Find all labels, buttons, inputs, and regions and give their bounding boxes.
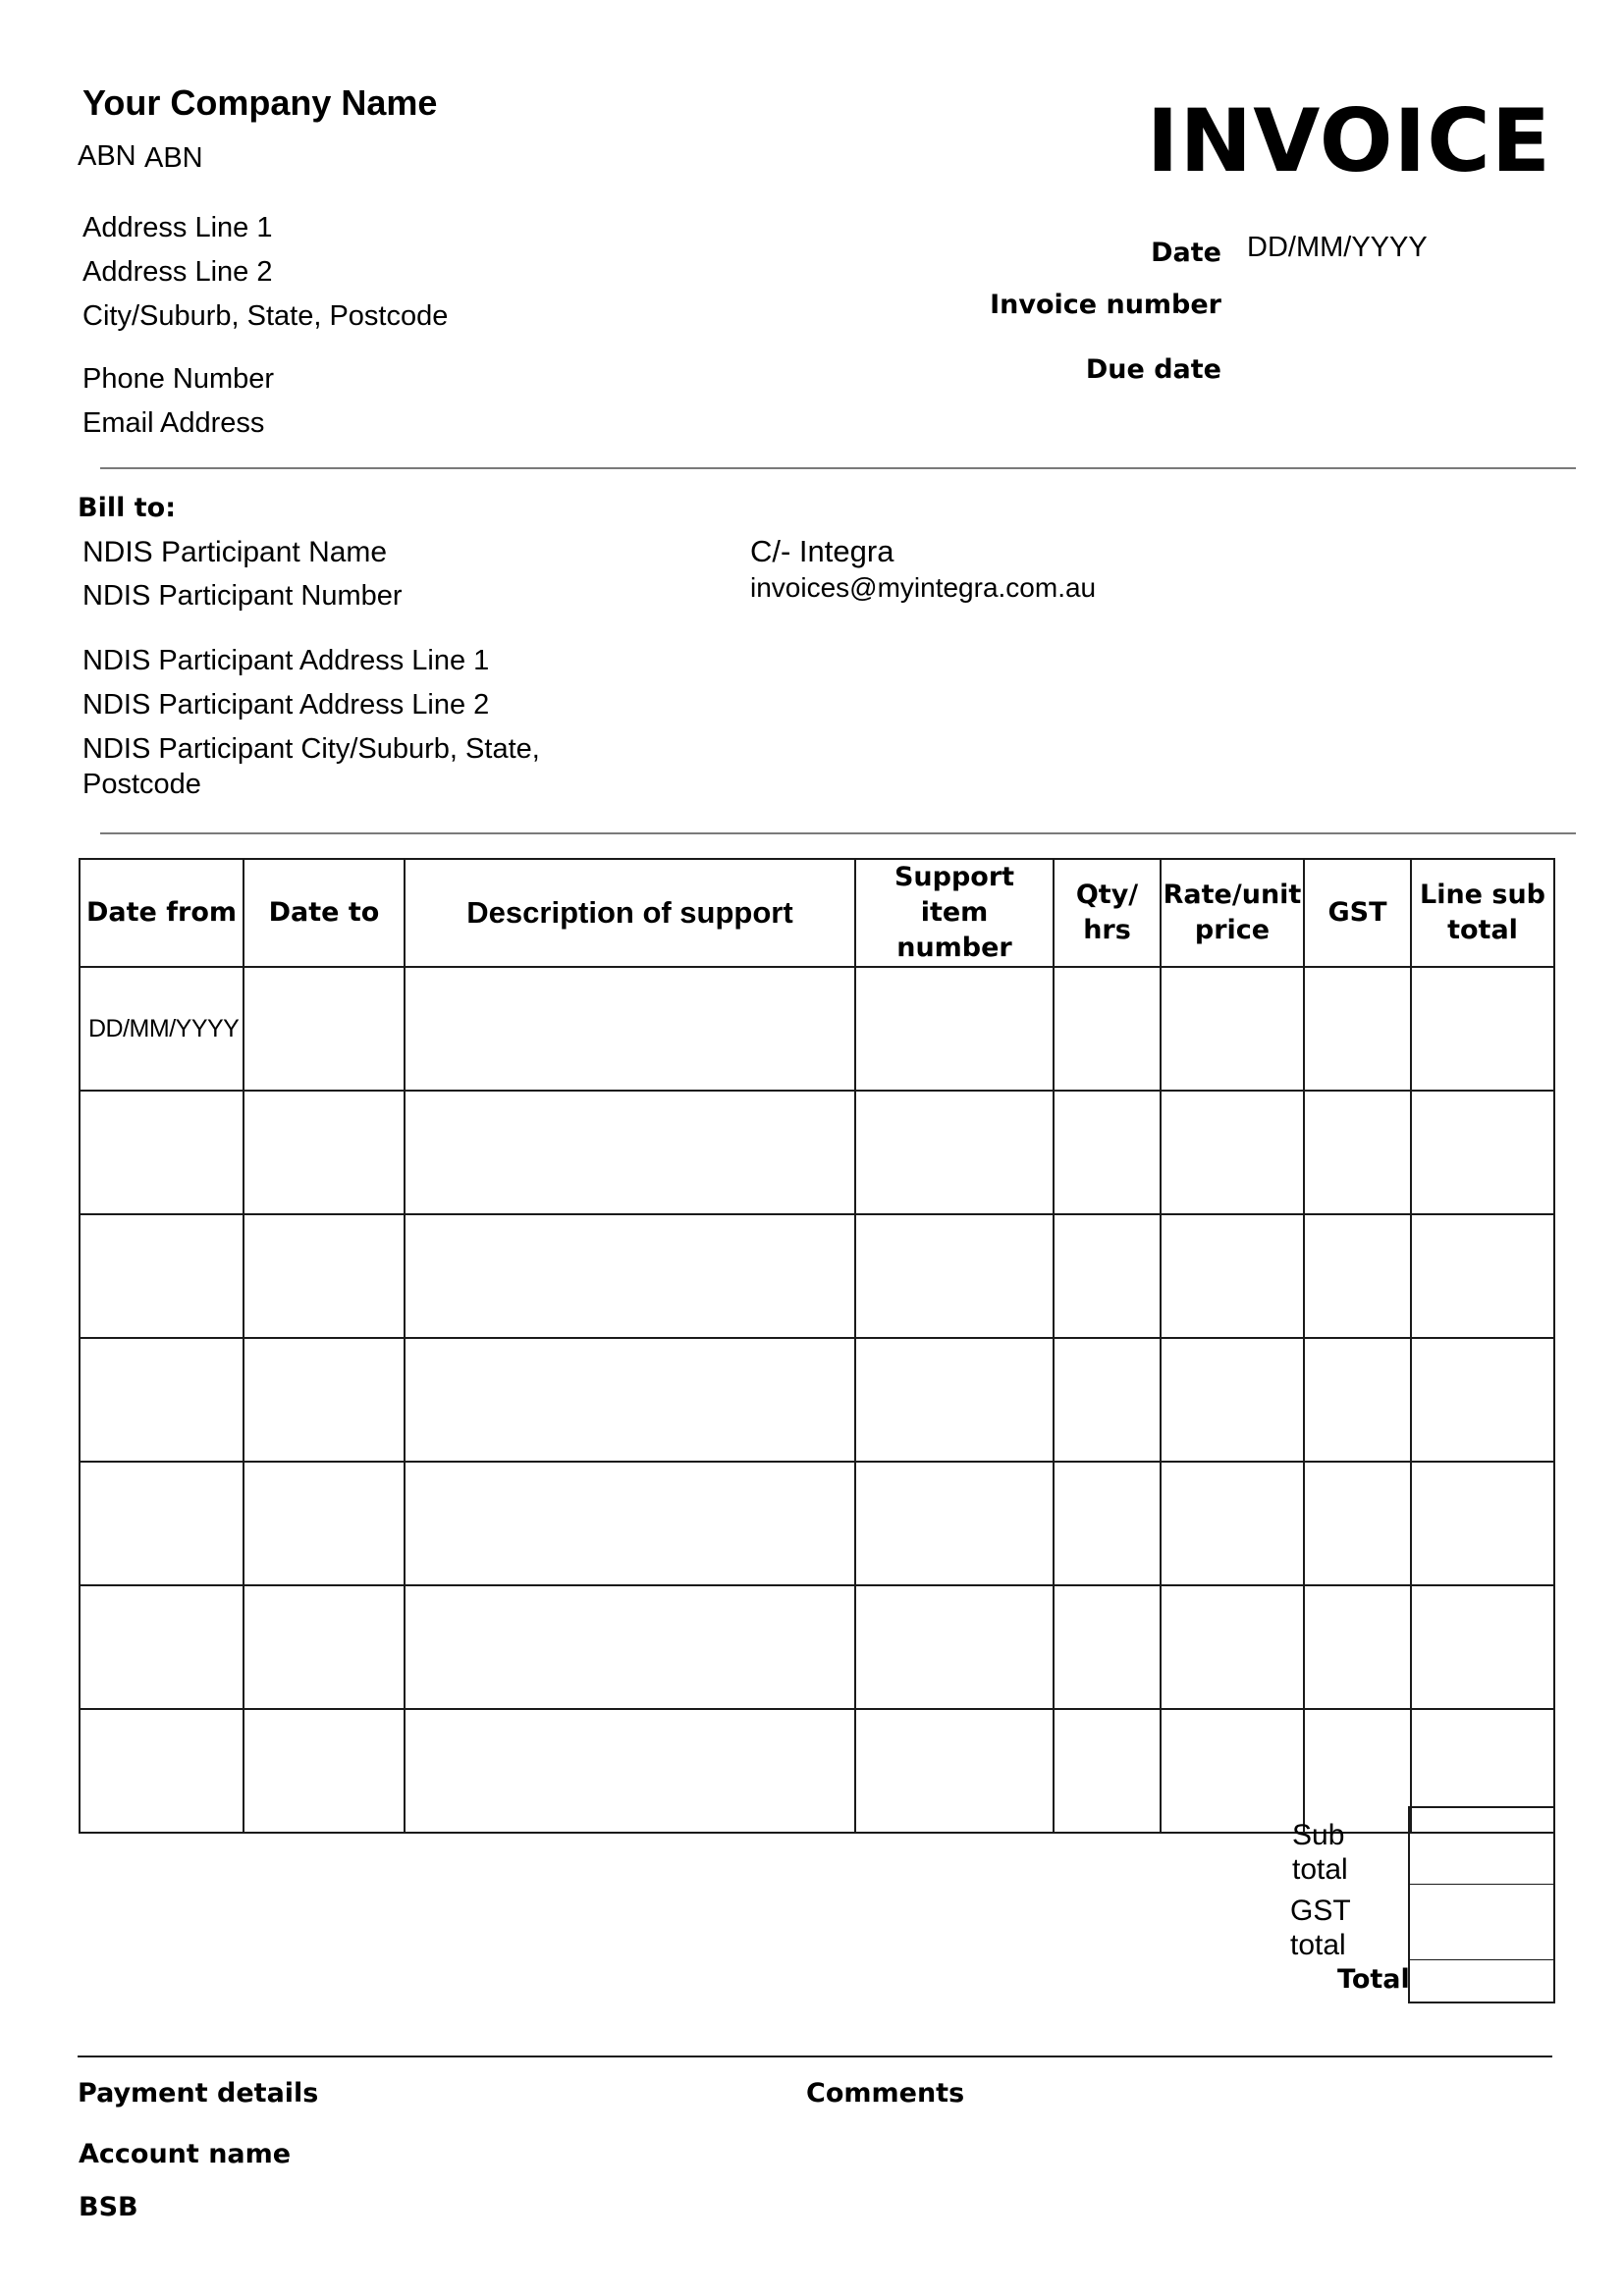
cell-date-from[interactable] (80, 1214, 244, 1338)
comments-label: Comments (806, 2078, 965, 2109)
header-divider (100, 467, 1576, 469)
account-name-label: Account name (79, 2139, 292, 2169)
total-value[interactable] (1410, 1959, 1553, 2002)
sub-total-label-line-1: Sub (1292, 1819, 1345, 1851)
cell-description[interactable] (405, 1214, 855, 1338)
table-row (80, 1338, 1554, 1462)
cell-date-to[interactable] (244, 1709, 405, 1833)
cell-line-sub-total[interactable] (1411, 967, 1554, 1091)
cell-date-to[interactable] (244, 1585, 405, 1709)
cell-qty[interactable] (1054, 1338, 1161, 1462)
cell-qty[interactable] (1054, 1585, 1161, 1709)
header-support-item-line-2: number (896, 933, 1012, 963)
cell-date-to[interactable] (244, 1338, 405, 1462)
table-row (80, 1462, 1554, 1585)
cell-support-item[interactable] (855, 1709, 1054, 1833)
invoice-number-label: Invoice number (990, 290, 1221, 320)
cell-date-from[interactable] (80, 1585, 244, 1709)
cell-date-to[interactable] (244, 1214, 405, 1338)
company-city-line: City/Suburb, State, Postcode (82, 300, 449, 332)
header-date-to: Date to (244, 859, 405, 967)
cell-line-sub-total[interactable] (1411, 1462, 1554, 1585)
gst-total-value[interactable] (1410, 1884, 1553, 1959)
payment-details-label: Payment details (78, 2078, 319, 2109)
cell-date-from[interactable] (80, 1091, 244, 1214)
header-line-sub-total (1411, 859, 1554, 967)
company-address-line-2: Address Line 2 (82, 256, 273, 288)
care-of: C/- Integra (750, 534, 894, 568)
date-label: Date (1151, 238, 1221, 268)
cell-description[interactable] (405, 1709, 855, 1833)
cell-support-item[interactable] (855, 1338, 1054, 1462)
company-phone: Phone Number (82, 363, 275, 395)
cell-rate[interactable] (1161, 1709, 1304, 1833)
cell-date-to[interactable] (244, 967, 405, 1091)
table-row (80, 1091, 1554, 1214)
cell-date-from[interactable]: DD/MM/YYYY (80, 967, 244, 1091)
date-value[interactable]: DD/MM/YYYY (1247, 232, 1428, 263)
header-rate-line-1: Rate/unit (1163, 880, 1302, 910)
sub-total-value[interactable] (1410, 1808, 1553, 1884)
header-description: Description of support (405, 859, 855, 967)
participant-address-line-2: NDIS Participant Address Line 2 (82, 689, 490, 721)
cell-date-to[interactable] (244, 1462, 405, 1585)
cell-gst[interactable] (1304, 967, 1411, 1091)
cell-gst[interactable] (1304, 1709, 1411, 1833)
bsb-label: BSB (79, 2192, 138, 2222)
header-line-sub-line-1: Line sub (1419, 880, 1545, 910)
cell-line-sub-total[interactable] (1411, 1214, 1554, 1338)
cell-date-from[interactable] (80, 1338, 244, 1462)
cell-support-item[interactable] (855, 967, 1054, 1091)
company-email: Email Address (82, 407, 265, 439)
participant-city-line-2: Postcode (82, 769, 201, 800)
cell-support-item[interactable] (855, 1091, 1054, 1214)
header-gst: GST (1304, 859, 1411, 967)
total-label: Total (1337, 1964, 1410, 1995)
header-qty-line-2: hrs (1083, 915, 1131, 945)
cell-description[interactable] (405, 1091, 855, 1214)
cell-description[interactable] (405, 1338, 855, 1462)
gst-total-label-line-2: total (1290, 1929, 1346, 1961)
footer-divider (78, 2056, 1552, 2057)
gst-total-label (1290, 1894, 1351, 1962)
sub-total-label-line-2: total (1292, 1853, 1348, 1886)
due-date-label: Due date (1085, 354, 1221, 385)
abn-value: ABN (144, 142, 203, 174)
cell-gst[interactable] (1304, 1091, 1411, 1214)
cell-rate[interactable] (1161, 1585, 1304, 1709)
company-address-line-1: Address Line 1 (82, 212, 273, 243)
abn-label: ABN (78, 140, 136, 172)
sub-total-label (1292, 1818, 1348, 1887)
cell-qty[interactable] (1054, 1709, 1161, 1833)
table-header-row (80, 859, 1554, 967)
cell-description[interactable] (405, 1462, 855, 1585)
table-row (80, 1214, 1554, 1338)
table-row (80, 967, 1554, 1091)
cell-line-sub-total[interactable] (1411, 1338, 1554, 1462)
bill-to-divider (100, 832, 1576, 834)
invoice-title: INVOICE (1146, 90, 1551, 191)
header-qty-line-1: Qty/ (1075, 880, 1139, 910)
participant-address-line-1: NDIS Participant Address Line 1 (82, 645, 490, 676)
cell-qty[interactable] (1054, 1214, 1161, 1338)
cell-rate[interactable] (1161, 1214, 1304, 1338)
header-date-from: Date from (80, 859, 244, 967)
cell-description[interactable] (405, 967, 855, 1091)
cell-gst[interactable] (1304, 1338, 1411, 1462)
totals-box (1408, 1806, 1555, 2003)
cell-gst[interactable] (1304, 1462, 1411, 1585)
cell-support-item[interactable] (855, 1462, 1054, 1585)
header-rate-line-2: price (1194, 915, 1271, 945)
cell-description[interactable] (405, 1585, 855, 1709)
cell-gst[interactable] (1304, 1585, 1411, 1709)
table-row (80, 1585, 1554, 1709)
header-qty (1054, 859, 1161, 967)
header-support-item-line-1: Support item (893, 862, 1015, 928)
cell-support-item[interactable] (855, 1214, 1054, 1338)
cell-line-sub-total[interactable] (1411, 1091, 1554, 1214)
cell-date-to[interactable] (244, 1091, 405, 1214)
bill-to-label: Bill to: (78, 493, 176, 523)
participant-city-line-1: NDIS Participant City/Suburb, State, (82, 733, 540, 765)
participant-name: NDIS Participant Name (82, 536, 388, 568)
cell-gst[interactable] (1304, 1214, 1411, 1338)
header-line-sub-line-2: total (1447, 915, 1518, 945)
cell-rate[interactable] (1161, 1338, 1304, 1462)
header-support-item (855, 859, 1054, 967)
cell-date-from[interactable] (80, 1462, 244, 1585)
cell-rate[interactable] (1161, 967, 1304, 1091)
participant-number: NDIS Participant Number (82, 580, 403, 612)
cell-support-item[interactable] (855, 1585, 1054, 1709)
cell-rate[interactable] (1161, 1462, 1304, 1585)
cell-qty[interactable] (1054, 1091, 1161, 1214)
gst-total-label-line-1: GST (1290, 1895, 1351, 1927)
care-of-email[interactable]: invoices@myintegra.com.au (750, 572, 1097, 603)
line-items-table (79, 858, 1555, 1834)
company-name: Your Company Name (82, 82, 438, 123)
header-rate (1161, 859, 1304, 967)
table-row (80, 1709, 1554, 1833)
cell-date-from[interactable] (80, 1709, 244, 1833)
cell-qty[interactable] (1054, 967, 1161, 1091)
cell-line-sub-total[interactable] (1411, 1585, 1554, 1709)
cell-rate[interactable] (1161, 1091, 1304, 1214)
cell-qty[interactable] (1054, 1462, 1161, 1585)
